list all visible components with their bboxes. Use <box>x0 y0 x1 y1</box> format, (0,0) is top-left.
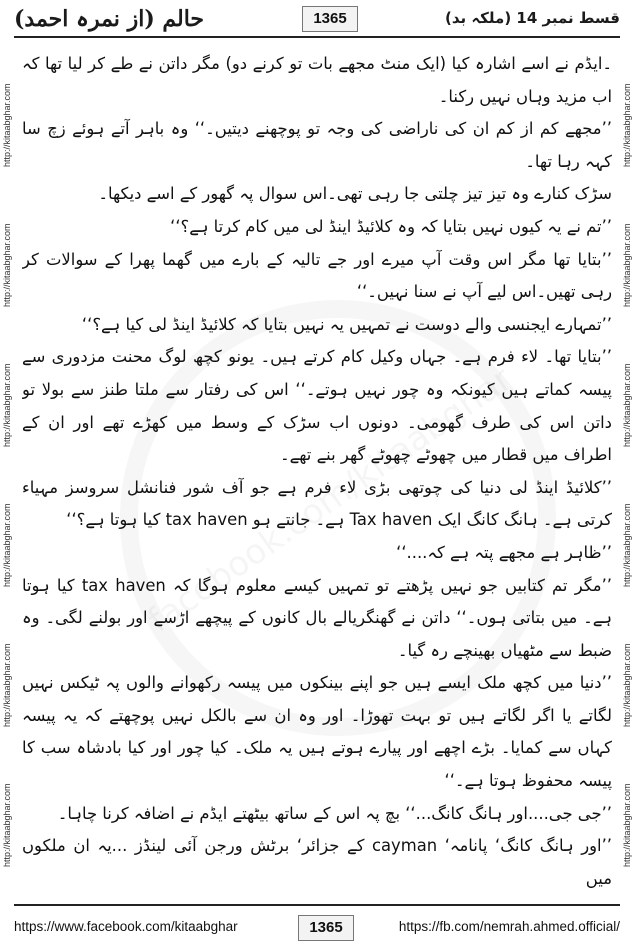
paragraph: ۔ایڈم نے اسے اشارہ کیا (ایک منٹ مجھے بات تو کرنے دو) مگر داتن نے طے کر لیا تھا کہ اب مزید وہاں نہیں رکنا۔ <box>22 54 612 106</box>
paragraph: ’’دنیا میں کچھ ملک ایسے ہیں جو اپنے بینکوں میں پیسہ رکھوانے والوں پہ ٹیکس نہیں لگاتے یا اگر لگاتے ہیں تو بہت تھوڑا۔ اور وہ ان سے بالکل نہیں پوچھتے کہ یہ پیسہ کہاں سے کمایا۔ بڑے اچھے اور پیارے ہوتے ہیں یہ ملک۔ کیا چور اور کیا بادشاہ سب کا پیسہ محفوظ ہوتا ہے۔‘‘ <box>22 673 612 791</box>
paragraph: ’’بتایا تھا مگر اس وقت آپ میرے اور جے تالیہ کے بارے میں گھما پھرا کے سوالات کر رہی تھیں۔اس لیے آپ نے سنا نہیں۔‘‘ <box>22 249 612 302</box>
paragraph: ’’بتایا تھا۔ لاء فرم ہے۔ جہاں وکیل کام کرتے ہیں۔ یونو کچھ لوگ محنت مزدوری سے پیسہ کماتے ہیں کیونکہ وہ چور نہیں ہوتے۔‘‘ اس کی رفتار سے ملتا طنز سے بولا تو داتن اس کی طرف گھومی۔ دونوں اب سڑک کے وسط میں کھڑے تھے اور ان کے اطراف میں قطار میں چھوٹے چھوٹے گھر بنے تھے۔ <box>22 347 612 465</box>
paragraph: ’’مگر تم کتابیں جو نہیں پڑھتے تو تمہیں کیسے معلوم ہوگا کہ tax haven کیا ہوتا ہے۔ میں بتاتی ہوں۔‘‘ داتن نے گھنگریالے بال کانوں کے پیچھے اڑسے اور بولنے لگی۔ وہ ضبط سے مٹھیاں بھینچے رہ گیا۔ <box>22 575 612 660</box>
side-url[interactable]: http://kitaabghar.com <box>622 363 632 447</box>
footer-divider <box>14 904 620 906</box>
facebook-link[interactable]: https://www.facebook.com/kitaabghar <box>14 919 238 934</box>
side-url[interactable]: http://kitaabghar.com <box>622 783 632 867</box>
side-url[interactable]: http://kitaabghar.com <box>2 783 12 867</box>
footer-page-number: 1365 <box>298 915 354 941</box>
episode-label: قسط نمبر 14 (ملکہ بد) <box>445 9 620 27</box>
side-url[interactable]: http://kitaabghar.com <box>622 223 632 307</box>
header-page-number: 1365 <box>302 6 358 32</box>
side-url[interactable]: http://kitaabghar.com <box>2 503 12 587</box>
left-side-urls <box>0 40 14 900</box>
side-url[interactable]: http://kitaabghar.com <box>2 83 12 167</box>
paragraph: ’’اور ہانگ کانگ‘ پانامہ‘ cayman کے جزائر‘ برٹش ورجن آئی لینڈز ...یہ ان ملکوں میں <box>22 836 612 888</box>
paragraph: ’’تمہارے ایجنسی والے دوست نے تمہیں یہ نہیں بتایا کہ کلائیڈ اینڈ لی کیا ہے؟‘‘ <box>81 314 612 334</box>
paragraph: سڑک کنارے وہ تیز تیز چلتی جا رہی تھی۔اس سوال پہ گھور کے اسے دیکھا۔ <box>98 184 612 204</box>
side-url[interactable]: http://kitaabghar.com <box>622 643 632 727</box>
side-url[interactable]: http://kitaabghar.com <box>622 503 632 587</box>
story-text <box>22 48 612 900</box>
side-url[interactable]: http://kitaabghar.com <box>2 643 12 727</box>
right-side-urls <box>620 40 634 900</box>
side-url[interactable]: http://kitaabghar.com <box>622 83 632 167</box>
paragraph: ’’کلائیڈ اینڈ لی دنیا کی چوتھی بڑی لاء فرم ہے جو آف شور فنانشل سروسز مہیاء کرتی ہے۔ ہانگ کانگ ایک Tax haven ہے۔ جانتے ہو tax haven کیا ہوتا ہے؟‘‘ <box>22 477 612 530</box>
paragraph: ’’تم نے یہ کیوں نہیں بتایا کہ وہ کلائیڈ اینڈ لی میں کام کرتا ہے؟‘‘ <box>170 216 612 236</box>
paragraph: ’’ظاہر ہے مجھے پتہ ہے کہ....‘‘ <box>396 542 612 562</box>
book-title: حالم (از نمرہ احمد) <box>14 6 205 32</box>
page-footer <box>14 912 620 942</box>
side-url[interactable]: http://kitaabghar.com <box>2 363 12 447</box>
paragraph: ’’مجھے کم از کم ان کی ناراضی کی وجہ تو پوچھنے دیتیں۔‘‘ وہ باہر آتے ہوئے زچ سا کہہ رہا تھا۔ <box>22 119 612 171</box>
page-header <box>14 4 620 34</box>
side-url[interactable]: http://kitaabghar.com <box>2 223 12 307</box>
author-facebook-link[interactable]: https://fb.com/nemrah.ahmed.official/ <box>398 919 620 934</box>
header-divider <box>14 36 620 38</box>
paragraph: ’’جی جی....اور ہانگ کانگ...‘‘ بچ پہ اس کے ساتھ بیٹھتے ایڈم نے اضافہ کرنا چاہا۔ <box>57 803 612 823</box>
